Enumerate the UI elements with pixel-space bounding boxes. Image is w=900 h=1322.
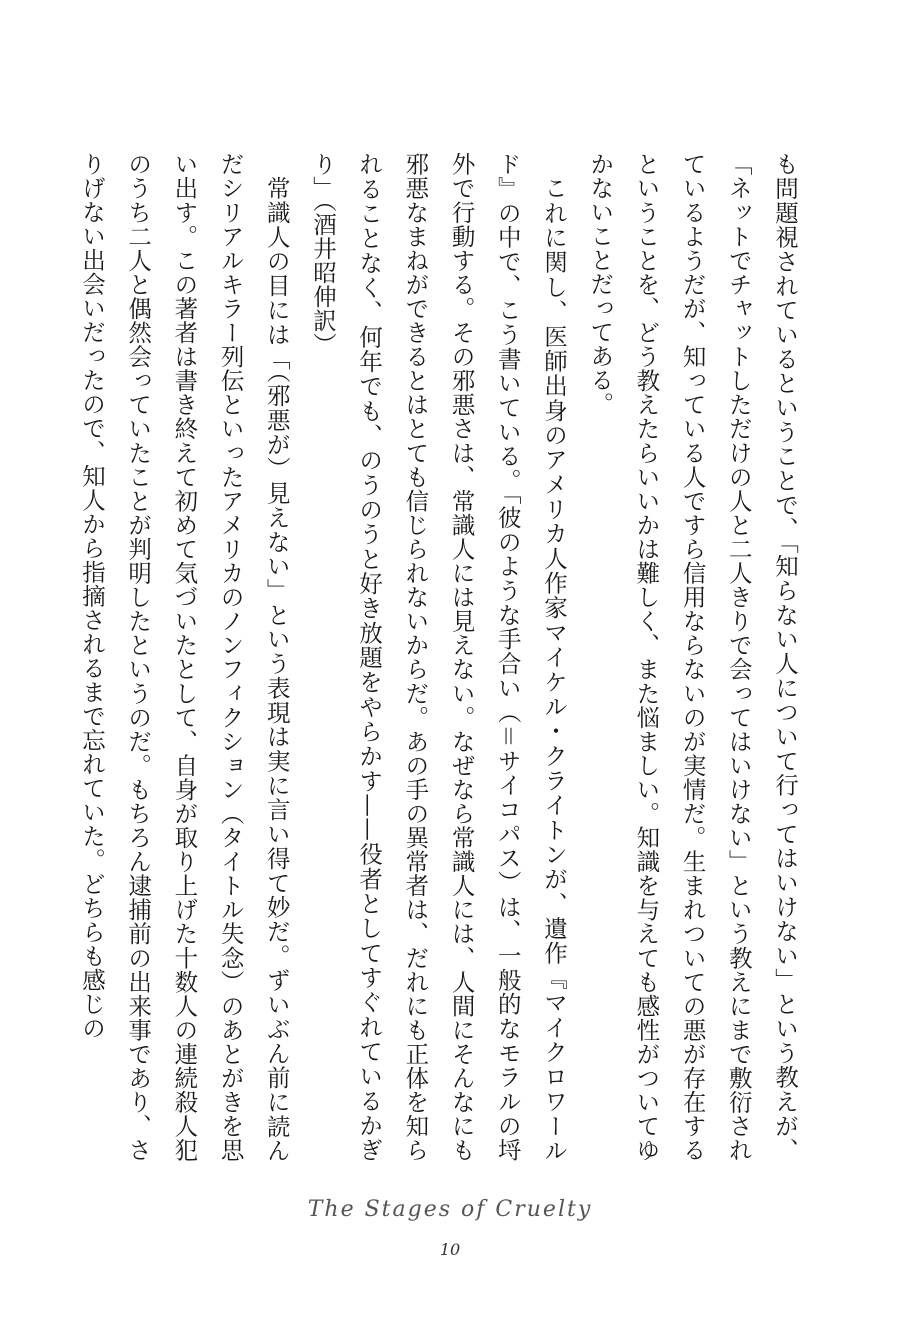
paragraph-1: も問題視されているということで、「知らない人について行ってはいけない」という教えが、「ネットでチャットしただけの人と二人きりで会ってはいけない」という教えにまで敷衍されているようだが、知っている人ですら信用ならないのが実情だ。生まれついての悪が存在するということを、どう教えたらいいかは難しく、また悩ましい。知識を与えても感性がついてゆかないことだってある。: [586, 152, 799, 1162]
vertical-body-text: [68, 152, 808, 1162]
paragraph-2: これに関し、医師出身のアメリカ人作家マイケル・クライトンが、遺作『マイクロワールド』の中で、こう書いている。「彼のような手合い（＝サイコパス）は、一般的なモラルの埒外で行動する。その邪悪さは、常識人には見えない。なぜなら常識人には、人間にそんなにも邪悪なまねができるとはとても信じられないからだ。あの手の異常者は、だれにも正体を知られることなく、何年でも、のうのうと好き放題をやらかす——役者としてすぐれているかぎり」（酒井昭伸訳）: [308, 152, 568, 1162]
page-number: 10: [439, 1240, 461, 1259]
running-title: The Stages of Cruelty: [307, 1197, 593, 1222]
paragraph-3: 常識人の目には「（邪悪が）見えない」という表現は実に言い得て妙だ。ずいぶん前に読んだシリアルキラー列伝といったアメリカのノンフィクション（タイトル失念）のあとがきを思い出す。この著者は書き終えて初めて気づいたとして、自身が取り上げた十数人の連続殺人犯のうち二人と偶然会っていたことが判明したというのだ。もちろん逮捕前の出来事であり、さりげない出会いだったので、知人から指摘されるまで忘れていた。どちらも感じの: [77, 152, 291, 1163]
